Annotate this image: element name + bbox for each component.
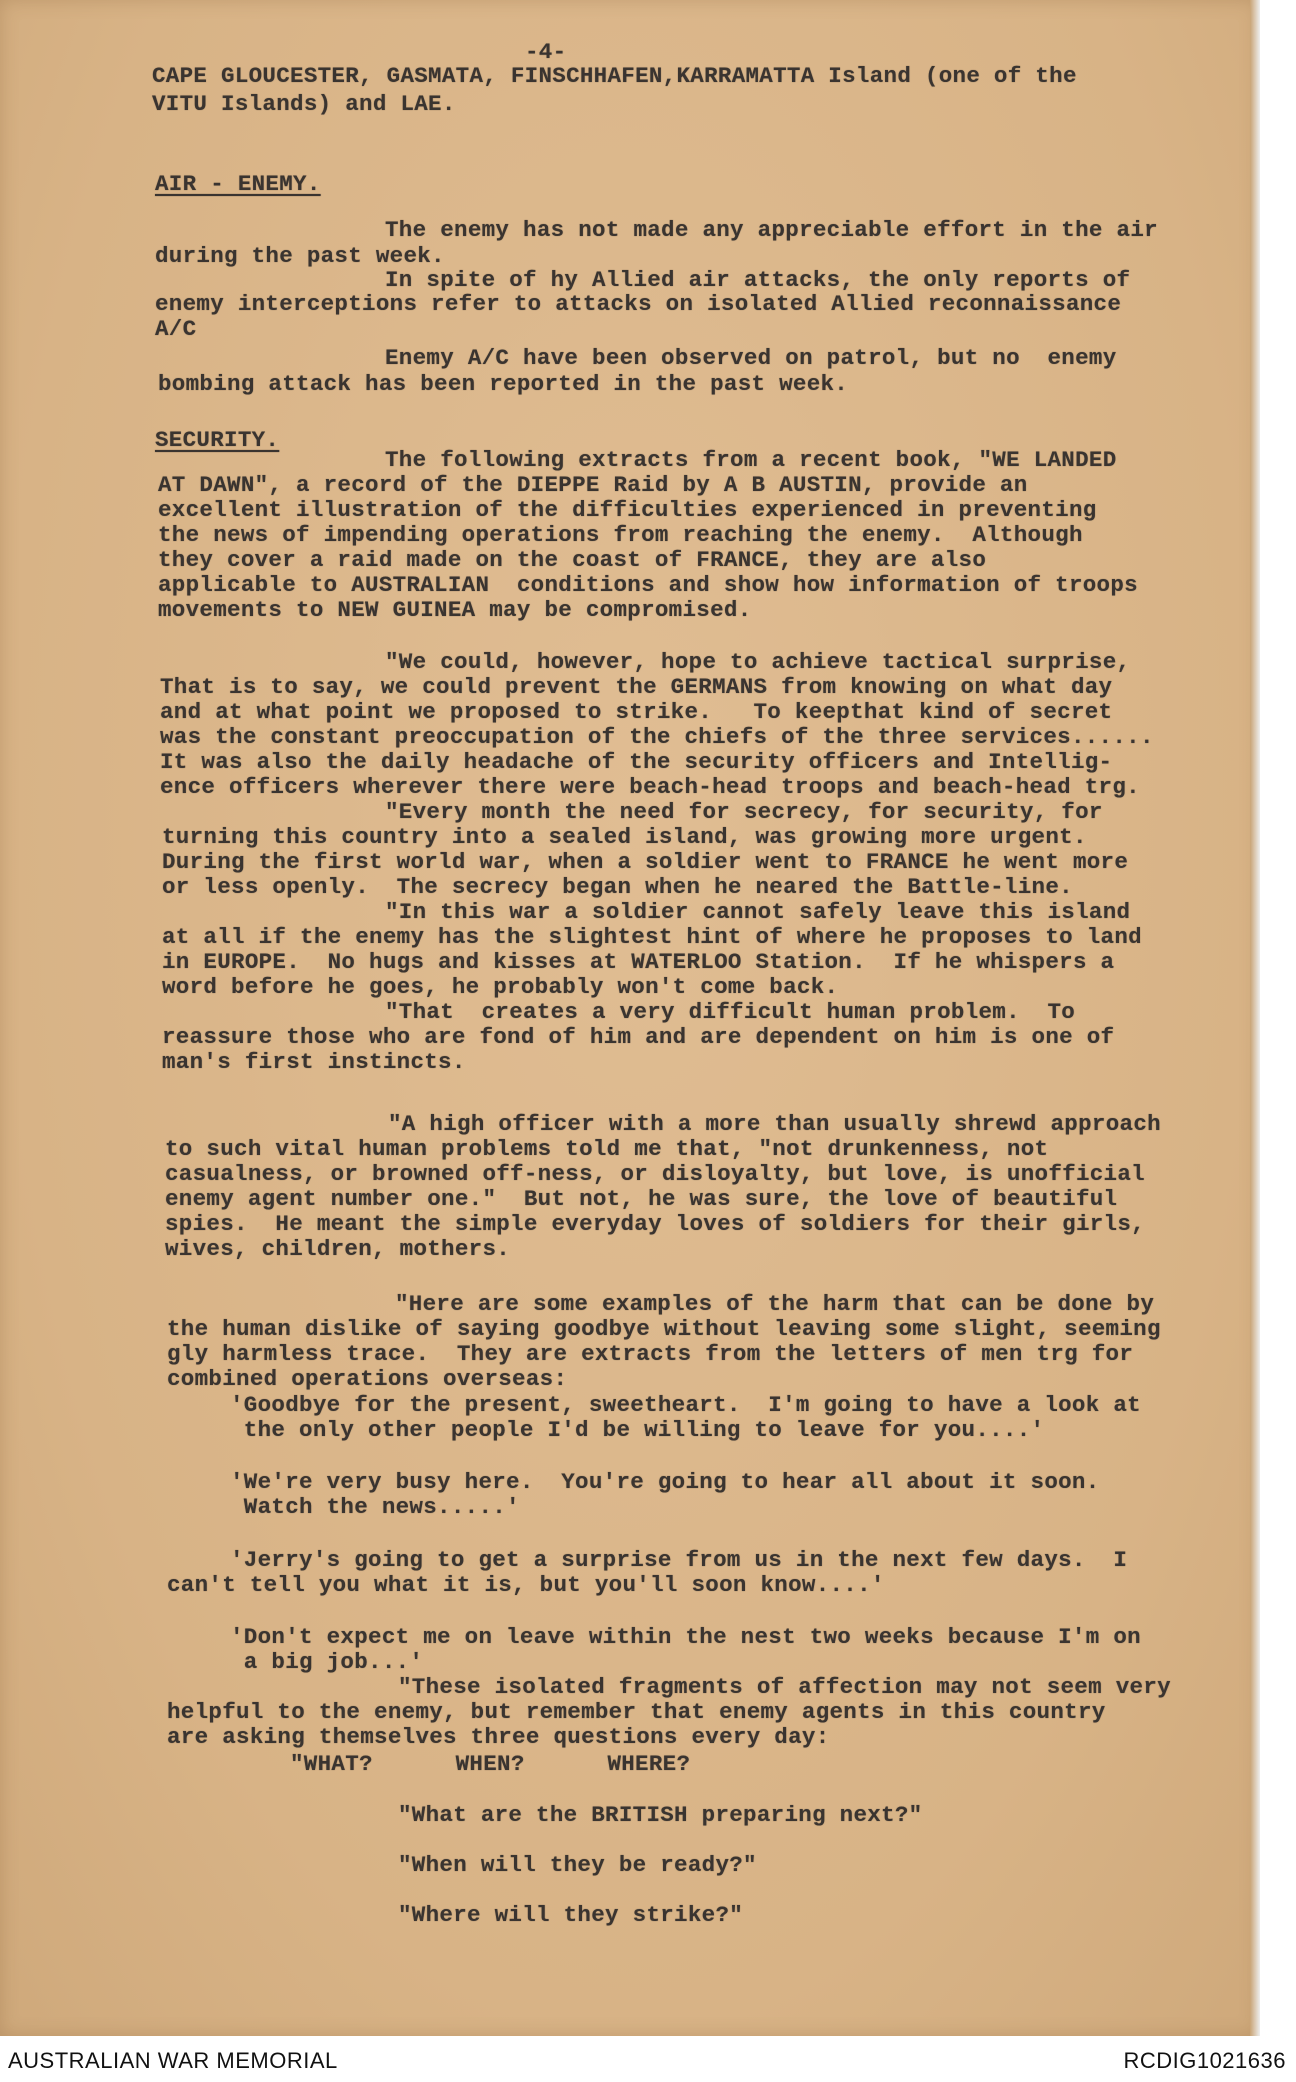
extract-line: spies. He meant the simple everyday loves of soldiers for their girls, [165,1211,1145,1237]
air-line: enemy interceptions refer to attacks on isolated Allied reconnaissance [155,291,1122,317]
extract-line: at all if the enemy has the slightest hint of where he proposes to land [162,924,1142,950]
closing-line: helpful to the enemy, but remember that enemy agents in this country [167,1699,1106,1725]
footer-institution: AUSTRALIAN WAR MEMORIAL [8,2048,338,2073]
extract-line: That is to say, we could prevent the GERMANS from knowing on what day [160,674,1113,700]
letter-line: a big job...' [230,1649,424,1675]
locations-line-1: CAPE GLOUCESTER, GASMATA, FINSCHHAFEN,KARRAMATTA Island (one of the [152,63,1077,89]
closing-line: are asking themselves three questions every day: [167,1724,830,1750]
question-where: "Where will they strike?" [398,1902,744,1928]
air-line: during the past week. [155,243,445,269]
extract-line: enemy agent number one." But not, he was sure, the love of beautiful [165,1186,1118,1212]
locations-line-2: VITU Islands) and LAE. [152,91,456,117]
page-number: -4- [525,39,567,65]
extract-line: to such vital human problems told me that, "not drunkenness, not [165,1136,1049,1162]
footer-record-id: RCDIG1021636 [1123,2048,1286,2073]
question-what: "What are the BRITISH preparing next?" [398,1802,923,1828]
letter-line: 'Goodbye for the present, sweetheart. I'm going to have a look at [230,1392,1141,1418]
extract-line: was the constant preoccupation of the chiefs of the three services...... [160,724,1154,750]
air-line: In spite of hy Allied air attacks, the only reports of [385,267,1131,293]
air-line: A/C [155,316,197,342]
intro-line: The following extracts from a recent book, "WE LANDED [385,447,1117,473]
questions-header: "WHAT? WHEN? WHERE? [290,1751,691,1777]
intro-line: the news of impending operations from reaching the enemy. Although [158,522,1083,548]
extract-line: reassure those who are fond of him and are dependent on him is one of [162,1024,1115,1050]
extract-line: "Every month the need for secrecy, for security, for [385,799,1103,825]
air-line: Enemy A/C have been observed on patrol, but no enemy [385,345,1117,371]
letter-line: 'Jerry's going to get a surprise from us in the next few days. I [230,1547,1128,1573]
security-heading: SECURITY. [155,427,280,453]
extract-line: in EUROPE. No hugs and kisses at WATERLOO Station. If he whispers a [162,949,1115,975]
extract-line: and at what point we proposed to strike. To keepthat kind of secret [160,699,1113,725]
intro-line: AT DAWN", a record of the DIEPPE Raid by A B AUSTIN, provide an [158,472,1028,498]
letter-line: 'We're very busy here. You're going to hear all about it soon. [230,1469,1100,1495]
intro-line: movements to NEW GUINEA may be compromised. [158,597,752,623]
extract-line: combined operations overseas: [167,1366,568,1392]
intro-line: excellent illustration of the difficulties experienced in preventing [158,497,1097,523]
extract-line: "A high officer with a more than usually shrewd approach [388,1111,1161,1137]
paper-edge [1250,0,1260,2036]
extract-line: gly harmless trace. They are extracts from the letters of men trg for [167,1341,1134,1367]
extract-line: or less openly. The secrecy began when he neared the Battle-line. [162,874,1073,900]
extract-line: word before he goes, he probably won't come back. [162,974,839,1000]
extract-line: ence officers wherever there were beach-head troops and beach-head trg. [160,774,1140,800]
extract-line: "Here are some examples of the harm that can be done by [395,1291,1155,1317]
intro-line: they cover a raid made on the coast of FRANCE, they are also [158,547,987,573]
question-when: "When will they be ready?" [398,1852,757,1878]
extract-line: "That creates a very difficult human problem. To [385,999,1076,1025]
intro-line: applicable to AUSTRALIAN conditions and show how information of troops [158,572,1138,598]
closing-line: "These isolated fragments of affection may not seem very [398,1674,1171,1700]
extract-line: casualness, or browned off-ness, or disloyalty, but love, is unofficial [165,1161,1145,1187]
extract-line: During the first world war, when a soldier went to FRANCE he went more [162,849,1129,875]
extract-line: man's first instincts. [162,1049,466,1075]
extract-line: "We could, however, hope to achieve tactical surprise, [385,649,1131,675]
letter-line: can't tell you what it is, but you'll soon know....' [167,1572,885,1598]
air-enemy-heading: AIR - ENEMY. [155,171,321,197]
letter-line: the only other people I'd be willing to leave for you....' [230,1417,1045,1443]
extract-line: It was also the daily headache of the security officers and Intellig- [160,749,1113,775]
letter-line: Watch the news.....' [230,1494,520,1520]
letter-line: 'Don't expect me on leave within the nest two weeks because I'm on [230,1624,1141,1650]
extract-line: the human dislike of saying goodbye without leaving some slight, seeming [167,1316,1161,1342]
extract-line: wives, children, mothers. [165,1236,511,1262]
air-line: bombing attack has been reported in the past week. [158,371,849,397]
extract-line: "In this war a soldier cannot safely leave this island [385,899,1131,925]
extract-line: turning this country into a sealed island, was growing more urgent. [162,824,1087,850]
air-line: The enemy has not made any appreciable effort in the air [385,217,1158,243]
